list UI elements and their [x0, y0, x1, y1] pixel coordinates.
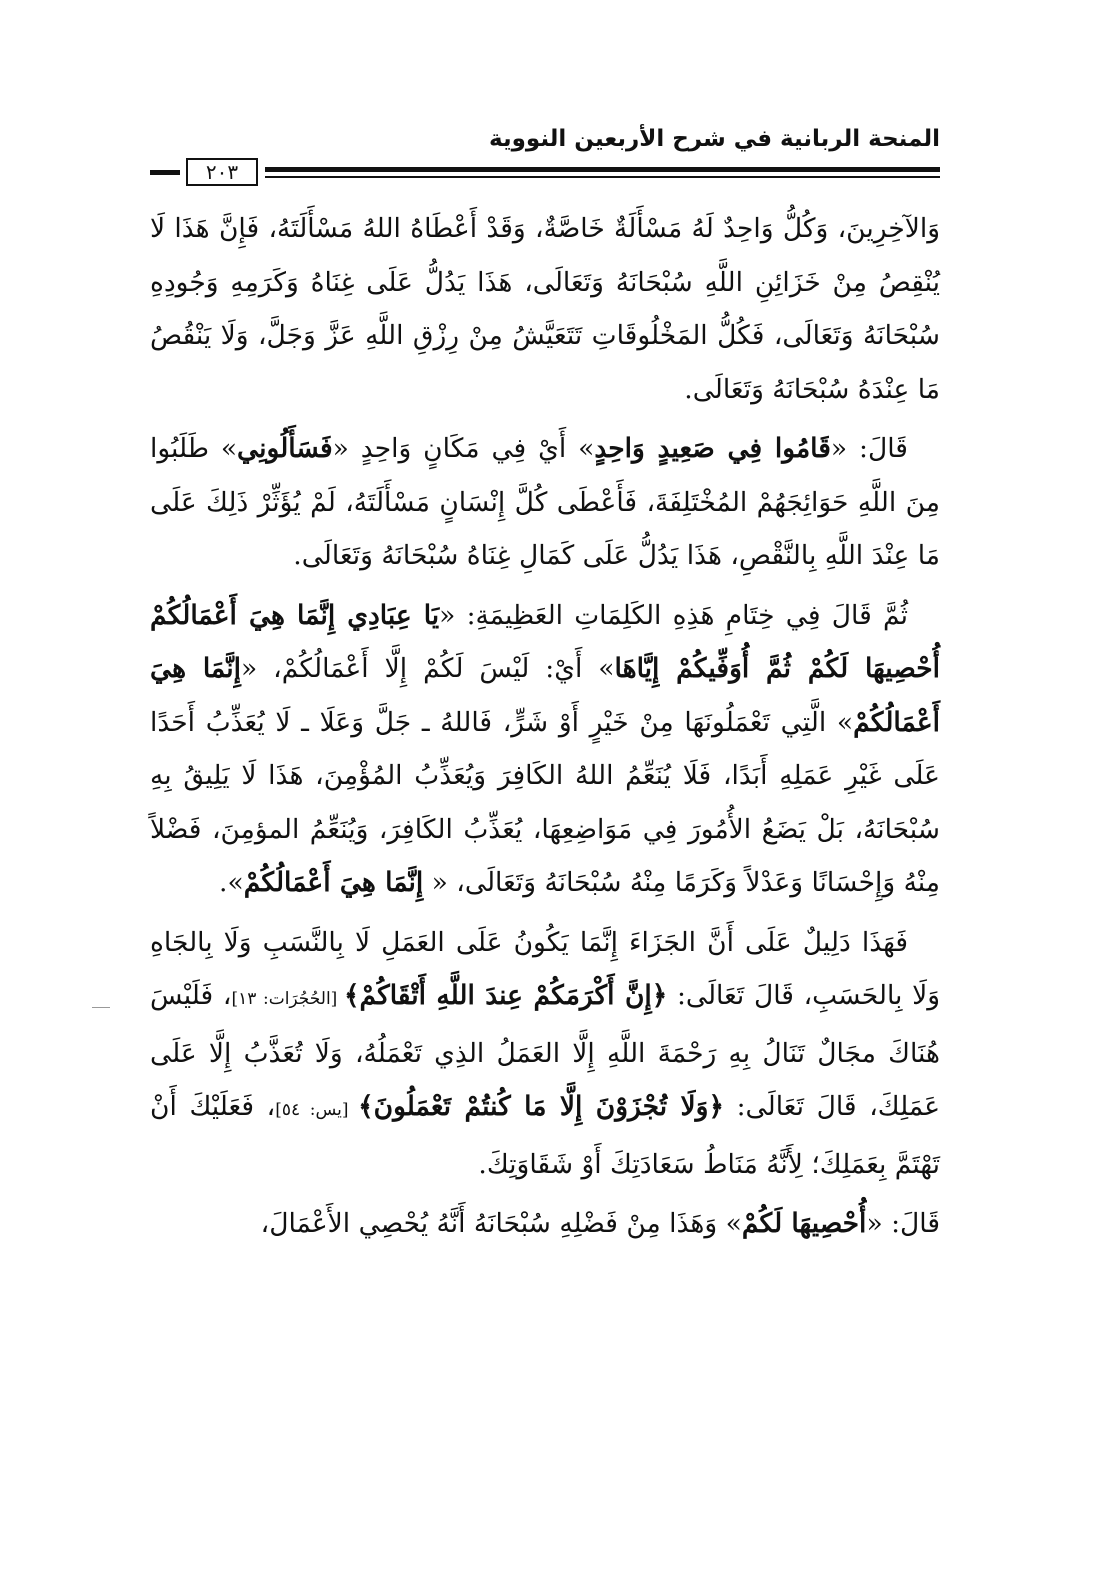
text-run: » طَلَبُوا مِنَ اللَّهِ حَوَائِجَهُمْ المُخْتَلِفَةَ، فَأَعْطَى كُلَّ إِنْسَانٍ مَسْأَلَتَهُ، لَمْ يُؤَثِّرْ ذَلِكَ عَلَى مَا عِنْدَ اللَّهِ بِالنَّقْصِ، هَذَا يَدُلُّ عَلَى كَمَالِ غِنَاهُ سُبْحَانَهُ وَتَعَالَى. [150, 433, 940, 571]
text-run: » أَيْ فِي مَكَانٍ وَاحِدٍ « [332, 433, 595, 464]
text-run: قَالَ: « [866, 1208, 940, 1239]
text-run: وَالآخِرِينَ، وَكُلُّ وَاحِدٌ لَهُ مَسْأَلَةٌ خَاصَّةٌ، وَقَدْ أَعْطَاهُ اللهُ مَسْأَلَتَهُ، فَإِنَّ هَذَا لَا يُنْقِصُ مِنْ خَزَائِنِ اللَّهِ سُبْحَانَهُ وَتَعَالَى، هَذَا يَدُلُّ عَلَى غِنَاهُ وَكَرَمِهِ وَجُودِهِ سُبْحَانَهُ وَتَعَالَى، فَكُلُّ المَخْلُوقَاتِ تَتَعَيَّشُ مِنْ رِزْقِ اللَّهِ عَزَّ وَجَلَّ، وَلَا يَنْقُصُ مَا عِنْدَهُ سُبْحَانَهُ وَتَعَالَى. [150, 213, 940, 405]
page-header [150, 112, 940, 192]
text-run: » أَيْ: لَيْسَ لَكُمْ إِلَّا أَعْمَالُكُمْ، « [240, 653, 615, 684]
reference-text: [الحُجُرَات: ١٣] [231, 989, 344, 1009]
page-number: ٢٠٣ [186, 158, 258, 186]
paragraph [150, 422, 940, 583]
margin-mark [92, 1007, 110, 1008]
text-run: ، فَعَلَيْكَ أَنْ تَهْتَمَّ بِعَمَلِكَ؛ لِأَنَّهُ مَنَاطُ سَعَادَتِكَ أَوْ شَقَاوَتِكَ. [150, 1091, 940, 1180]
text-run: قَالَ: « [830, 433, 908, 464]
emphasized-text: ﴿إِنَّ أَكْرَمَكُمْ عِندَ اللَّهِ أَتْقَاكُمْ﴾ [343, 980, 668, 1011]
body-text [150, 202, 940, 1257]
text-run: ، فَلَيْسَ هُنَاكَ مجَالٌ تَنَالُ بِهِ رَحْمَةَ اللَّهِ إِلَّا العَمَلُ الذِي تَعْمَلُهُ، وَلَا تُعَذَّبُ إِلَّا عَلَى عَمَلِكَ، قَالَ تَعَالَى: [150, 980, 941, 1122]
emphasized-text: قَامُوا فِي صَعِيدٍ وَاحِدٍ [594, 433, 831, 464]
paragraph [150, 916, 940, 1192]
emphasized-text: ﴿وَلَا تُجْزَوْنَ إِلَّا مَا كُنتُمْ تَعْمَلُونَ﴾ [358, 1091, 724, 1122]
text-run: ». [219, 867, 244, 898]
header-rule-left [150, 170, 180, 175]
paragraph [150, 202, 940, 416]
paragraph [150, 1197, 940, 1251]
header-rule-thick [265, 167, 940, 172]
emphasized-text: إِنَّمَا هِيَ أَعْمَالُكُمْ [150, 653, 940, 738]
text-run: ثُمَّ قَالَ فِي خِتَامِ هَذِهِ الكَلِمَاتِ العَظِيمَةِ: « [439, 599, 908, 631]
emphasized-text: إِنَّمَا هِيَ أَعْمَالُكُمْ [243, 867, 424, 898]
text-run: » الَّتِي تَعْمَلُونَهَا مِنْ خَيْرٍ أَوْ شَرٍّ، فَاللهُ ـ جَلَّ وَعَلَا ـ لَا يُعَذِّبُ أَحَدًا عَلَى غَيْرِ عَمَلِهِ أَبَدًا، فَلَا يُنَعِّمُ اللهُ الكَافِرَ وَيُعَذِّبُ المُؤْمِنَ، هَذَا لَا يَلِيقُ بِهِ سُبْحَانَهُ، بَلْ يَضَعُ الأُمُورَ فِي مَوَاضِعِهَا، يُعَذِّبُ الكَافِرَ، وَيُنَعِّمُ المؤمِنَ، فَضْلاً مِنْهُ وَإِحْسَانًا وَعَدْلاً وَكَرَمًا مِنْهُ سُبْحَانَهُ وَتَعَالَى، « [150, 706, 940, 898]
text-run: » وَهَذَا مِنْ فَضْلِهِ سُبْحَانَهُ أَنَّهُ يُحْصِي الأَعْمَالَ، [260, 1208, 742, 1239]
emphasized-text: أُحْصِيهَا لَكُمْ [741, 1208, 867, 1239]
text-run: فَهَذَا دَلِيلٌ عَلَى أَنَّ الجَزَاءَ إِنَّمَا يَكُونُ عَلَى العَمَلِ لَا بِالنَّسَبِ وَلَا بِالجَاهِ وَلَا بِالحَسَبِ، قَالَ تَعَالَى: [150, 926, 941, 1011]
reference-text: [يس: ٥٤] [275, 1100, 359, 1120]
emphasized-text: فَسَأَلُونِي [237, 433, 333, 464]
emphasized-text: يَا عِبَادِي إِنَّمَا هِيَ أَعْمَالُكُمْ أُحْصِيهَا لَكُمْ ثُمَّ أُوَفِّيكُمْ إِيَّاهَا [150, 599, 940, 684]
header-rule-thin [265, 176, 940, 178]
running-title: المنحة الربانية في شرح الأربعين النووية [489, 126, 940, 152]
paragraph [150, 589, 940, 910]
